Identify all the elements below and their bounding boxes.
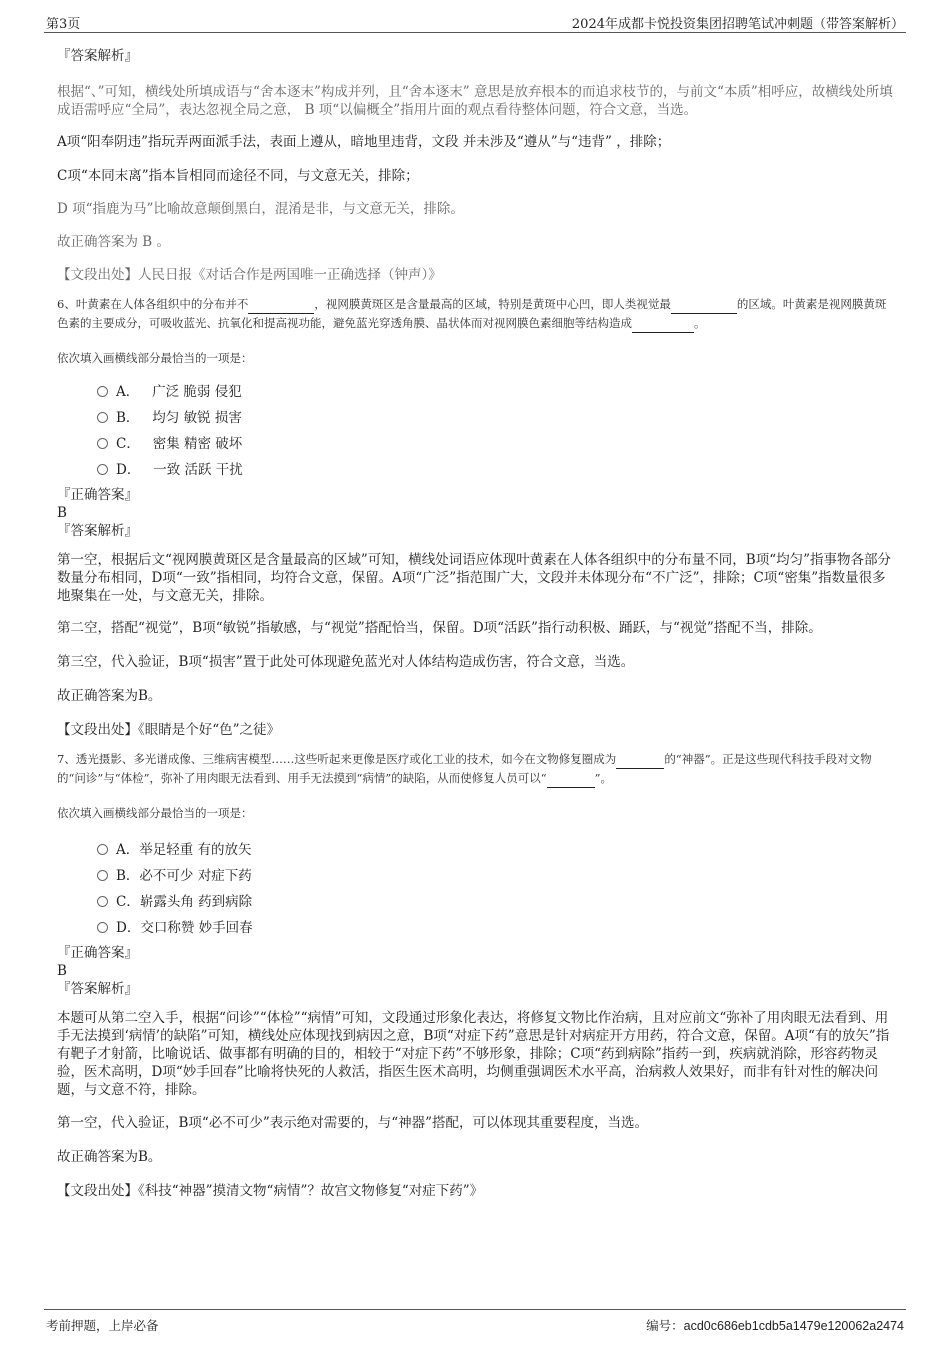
stem-text: 的区域。叶黄素是视网膜黄斑色素的主要成分，可吸收蓝光、抗氧化和提高视功能，避免蓝光穿透角膜、晶状体而对视网膜色素细胞等结构造成 [57, 297, 887, 330]
radio-icon[interactable] [97, 412, 108, 423]
fill-blank [616, 750, 664, 769]
fill-blank [671, 295, 737, 314]
analysis-paragraph: C项“本同末离”指本旨相同而途径不同，与文意无关，排除； [57, 168, 419, 184]
analysis-conclusion: 故正确答案为B。 [57, 1149, 162, 1165]
option-text: 一致 活跃 干扰 [153, 462, 243, 478]
document-body [57, 44, 897, 1200]
option-text: 均匀 敏锐 损害 [152, 410, 242, 426]
code-label: 编号： [646, 1318, 684, 1333]
option-letter: C． [116, 894, 140, 910]
source-citation: 【文段出处】《科技“神器”摸清文物“病情”？故宫文物修复“对症下药”》 [57, 1183, 484, 1199]
stem-text: 。 [694, 316, 706, 330]
stem-text: ”。 [594, 771, 613, 785]
option-c[interactable] [97, 431, 897, 457]
option-a[interactable] [97, 837, 897, 863]
analysis-label: 『答案解析』 [57, 48, 138, 64]
fill-blank [547, 769, 595, 788]
option-list [97, 837, 897, 941]
option-b[interactable] [97, 863, 897, 889]
source-citation: 【文段出处】《眼睛是个好“色”之徒》 [57, 722, 281, 738]
analysis-paragraph: 第一空，根据后文“视网膜黄斑区是含量最高的区域”可知，横线处词语应体现叶黄素在人体各组织中的分布量不同，B项“均匀”指事物各部分数量分布相同，D项“一致”指相同，均符合文意，保留。A项“广泛”指范围广大，文段并未体现分布“不广泛”，排除；C项“密集”指数量很多地聚集在一处，与文意无关，排除。 [57, 552, 892, 604]
radio-icon[interactable] [97, 464, 108, 475]
fill-blank [248, 295, 314, 314]
analysis-paragraph: 根据“、”可知，横线处所填成语与“舍本逐末”构成并列，且“舍本逐末” 意思是放弃根本的而追求枝节的，与前文“本质”相呼应，故横线处所填成语需呼应“全局”，表达忽视全局之意， B 项“以偏概全”指用片面的观点看待整体问题，符合文意，当选。 [57, 84, 893, 118]
option-letter: A． [116, 384, 140, 400]
source-citation: 【文段出处】人民日报《对话合作是两国唯一正确选择（钟声）》 [57, 267, 442, 283]
analysis-conclusion: 故正确答案为B。 [57, 688, 162, 704]
option-c[interactable] [97, 889, 897, 915]
question-stem [57, 295, 897, 333]
radio-icon[interactable] [97, 896, 108, 907]
option-text: 交口称赞 妙手回春 [140, 920, 253, 936]
analysis-label: 『答案解析』 [57, 523, 138, 539]
document-title: 2024年成都卡悦投资集团招聘笔试冲刺题（带答案解析） [571, 17, 904, 32]
analysis-paragraph: 第三空，代入验证，B项“损害”置于此处可体现避免蓝光对人体结构造成伤害，符合文意，当选。 [57, 654, 635, 670]
option-letter: B． [116, 410, 140, 426]
footer-slogan: 考前押题，上岸必备 [46, 1318, 159, 1333]
option-letter: A． [116, 842, 140, 858]
radio-icon[interactable] [97, 386, 108, 397]
radio-icon[interactable] [97, 844, 108, 855]
option-text: 必不可少 对症下药 [139, 868, 252, 884]
radio-icon[interactable] [97, 870, 108, 881]
correct-answer-label: 『正确答案』 [57, 487, 138, 503]
option-letter: D． [116, 920, 141, 936]
stem-text: ，视网膜黄斑区是含量最高的区域，特别是黄斑中心凹，即人类视觉最 [314, 297, 671, 311]
option-text: 举足轻重 有的放矢 [139, 842, 252, 858]
stem-text: 的“神器”。正是这些现代科技手段对文物的“问诊”与“体检”，弥补了用肉眼无法看到、用手无法摸到“病情”的缺陷，从而使修复人员可以“ [57, 752, 872, 785]
option-b[interactable] [97, 405, 897, 431]
question-instruction: 依次填入画横线部分最恰当的一项是： [57, 351, 253, 365]
radio-icon[interactable] [97, 438, 108, 449]
option-text: 广泛 脆弱 侵犯 [152, 384, 242, 400]
fill-blank [632, 314, 694, 333]
page-number: 第3页 [46, 17, 81, 32]
analysis-paragraph: 第一空，代入验证，B项“必不可少”表示绝对需要的，与“神器”搭配，可以体现其重要程度，当选。 [57, 1115, 649, 1131]
correct-answer: B [57, 963, 67, 979]
question-stem [57, 750, 897, 788]
option-d[interactable] [97, 915, 897, 941]
page-header [44, 10, 906, 33]
option-letter: B． [116, 868, 140, 884]
option-letter: C． [116, 436, 140, 452]
question-instruction: 依次填入画横线部分最恰当的一项是： [57, 806, 253, 820]
analysis-conclusion: 故正确答案为 B 。 [57, 234, 171, 250]
code-value: acd0c686eb1cdb5a1479e120062a2474 [683, 1319, 904, 1333]
analysis-paragraph: 本题可从第二空入手，根据“问诊”“体检”“病情”可知，文段通过形象化表达，将修复文物比作治病，且对应前文“弥补了用肉眼无法看到、用手无法摸到‘病情’的缺陷”可知，横线处应体现找到病因之意，B项“对症下药”意思是针对病症开方用药，符合文意，保留。A项“有的放矢”指有靶子才射箭，比喻说话、做事都有明确的目的，相较于“对症下药”不够形象，排除；C项“药到病除”指药一到，疾病就消除，形容药物灵验，医术高明，D项“妙手回春”比喻将快死的人救活，指医生医术高明，均侧重强调医术水平高，治病救人效果好，而非有针对性的解决问题，与文意不符，排除。 [57, 1010, 890, 1098]
analysis-paragraph: 第二空，搭配“视觉”，B项“敏锐”指敏感，与“视觉”搭配恰当，保留。D项“活跃”指行动积极、踊跃，与“视觉”搭配不当，排除。 [57, 620, 822, 636]
option-text: 崭露头角 药到病除 [139, 894, 253, 910]
stem-text: 7、透光摄影、多光谱成像、三维病害模型……这些听起来更像是医疗或化工业的技术，如今在文物修复圈成为 [57, 752, 617, 766]
option-letter: D． [116, 462, 141, 478]
option-list [97, 379, 897, 483]
option-a[interactable] [97, 379, 897, 405]
document-code [646, 1316, 904, 1334]
option-text: 密集 精密 破坏 [152, 436, 243, 452]
page-footer [44, 1309, 906, 1333]
radio-icon[interactable] [97, 922, 108, 933]
analysis-label: 『答案解析』 [57, 981, 138, 997]
correct-answer: B [57, 505, 67, 521]
option-d[interactable] [97, 457, 897, 483]
analysis-paragraph: D 项“指鹿为马”比喻故意颠倒黑白，混淆是非，与文意无关，排除。 [57, 201, 464, 217]
correct-answer-label: 『正确答案』 [57, 945, 138, 961]
analysis-paragraph: A项“阳奉阴违”指玩弄两面派手法，表面上遵从，暗地里违背，文段 并未涉及“遵从”与“违背” ，排除； [57, 134, 671, 150]
stem-text: 6、叶黄素在人体各组织中的分布并不 [57, 297, 249, 311]
